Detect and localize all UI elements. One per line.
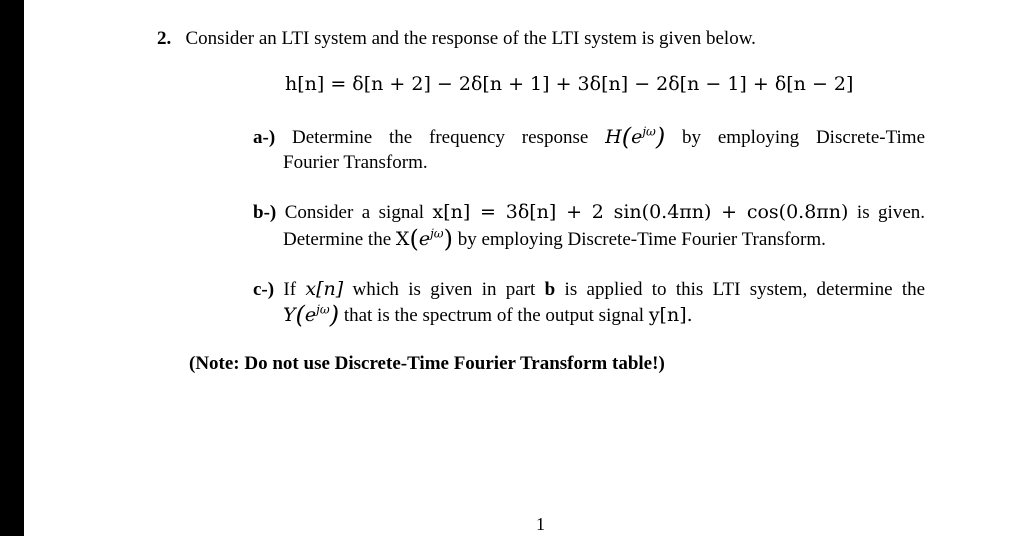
part-c-label: c-) <box>253 279 275 300</box>
part-c-function: $Y(e^{j\omega})$ <box>283 301 340 329</box>
part-a-line2: Fourier Transform. <box>283 152 428 173</box>
part-a-line1 <box>253 125 925 150</box>
part-c-line1: c-) If x[n] which is given in part b is applied to this LTI system, determine the <box>253 278 926 300</box>
note-text: (Note: Do not use Discrete-Time Fourier Transform table!) <box>189 353 665 374</box>
part-b-function: $X(e^{j\omega})$ <box>395 225 453 253</box>
problem-intro-line <box>157 27 756 51</box>
part-a-function: $H(e^{j\omega})$ <box>605 123 666 151</box>
page-number: 1 <box>536 514 545 534</box>
part-c-line2: $Y(e^{j\omega})$ that is the spectrum of the output signal y[n]. <box>283 301 693 329</box>
part-b-line2: Determine the $X(e^{j\omega})$ by employing Discrete-Time Fourier Transform. <box>283 225 826 253</box>
part-b-line1 <box>253 200 925 225</box>
problem-number: 2. <box>157 28 172 49</box>
problem-intro: Consider an LTI system and the response of the LTI system is given below. <box>185 28 756 49</box>
part-b-text-after: is given. <box>856 202 926 223</box>
impulse-response-equation: h[n] = δ[n + 2] − 2δ[n + 1] + 3δ[n] − 2δ[n − 1] + δ[n − 2] <box>285 73 854 95</box>
part-b-text: Consider a signal <box>284 202 425 223</box>
part-b-label: b-) <box>253 202 277 223</box>
document-page <box>24 0 1024 536</box>
part-a-text: Determine the frequency response <box>291 127 589 148</box>
part-b-signal: x[n] = 3δ[n] + 2 sin(0.4πn) + cos(0.8πn) <box>432 201 849 223</box>
part-a-label: a-) <box>253 127 276 148</box>
part-a-text-after: by employing Discrete-Time <box>682 127 926 148</box>
